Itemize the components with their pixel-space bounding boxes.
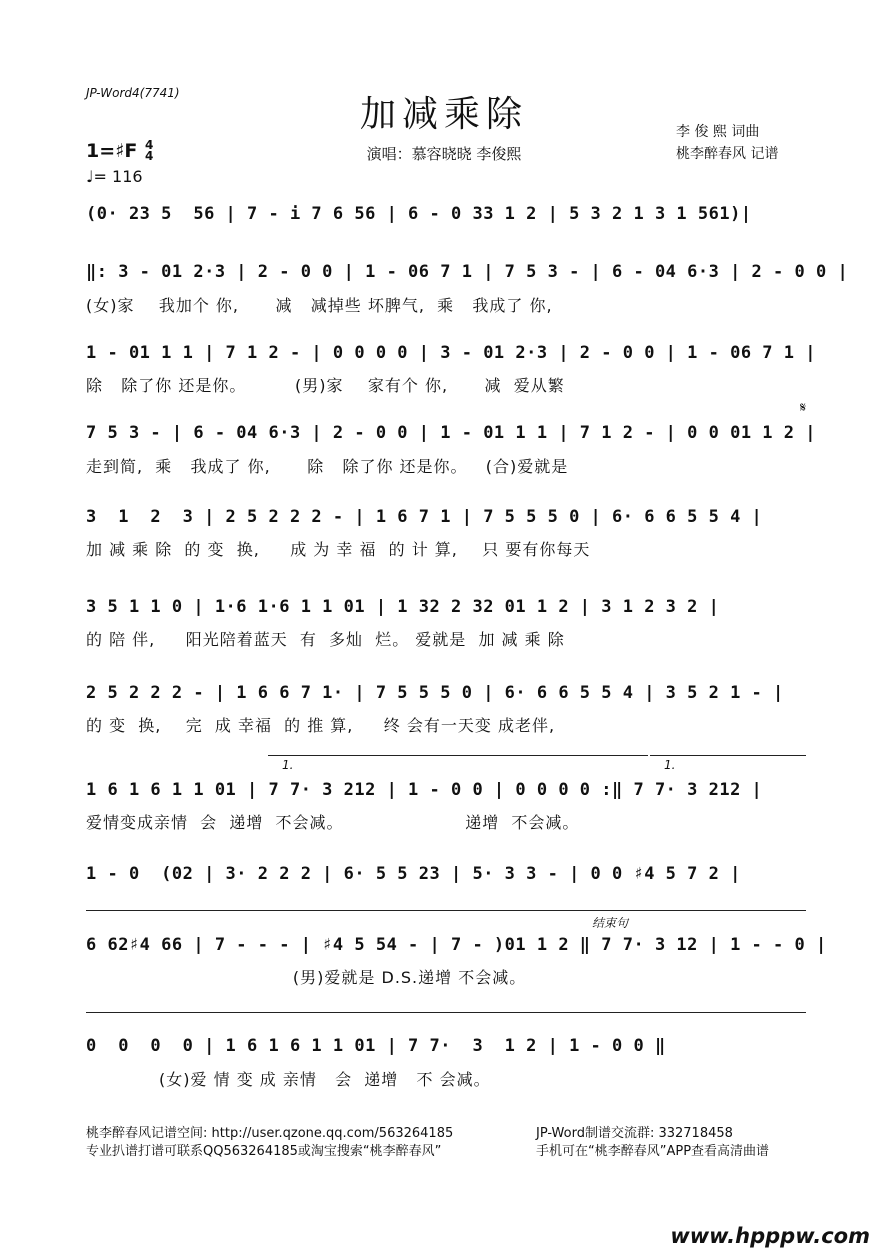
lyric-row-5: 加 减 乘 除 的 变 换, 成 为 幸 福 的 计 算, 只 要有你每天 — [86, 540, 591, 559]
notes-row-7: 2 5 2 2 2 - | 1 6 6 7 1· | 7 5 5 5 0 | 6· 6 6 5 5 4 | 3 5 2 1 - | — [86, 683, 784, 703]
time-sig-bottom: 4 — [145, 149, 154, 163]
lyric-row-4: 走到简, 乘 我成了 你, 除 除了你 还是你。 (合)爱就是 — [86, 457, 569, 476]
final-divider — [86, 1012, 806, 1013]
segno-mark: 𝄋 — [800, 400, 807, 416]
notes-row-2: ‖: 3 - 01 2·3 | 2 - 0 0 | 1 - 06 7 1 | 7 5 3 - | 6 - 04 6·3 | 2 - 0 0 | — [86, 262, 849, 282]
footer-contact: 专业扒谱打谱可联系QQ563264185或淘宝搜索“桃李醉春风” — [86, 1144, 442, 1159]
notes-row-6: 3 5 1 1 0 | 1·6 1·6 1 1 01 | 1 32 2 32 01 1 2 | 3 1 2 3 2 | — [86, 597, 720, 617]
notes-row-1: (0· 23 5 56 | 7 - i 7 6 56 | 6 - 0 33 1 2 | 5 3 2 1 3 1 561)| — [86, 204, 752, 224]
notes-row-5: 3 1 2 3 | 2 5 2 2 2 - | 1 6 7 1 | 7 5 5 5 0 | 6· 6 6 5 5 4 | — [86, 507, 763, 527]
time-sig-top: 4 — [145, 138, 154, 152]
lyric-row-3: 除 除了你 还是你。 (男)家 家有个 你, 减 爱从繁 — [86, 376, 565, 395]
volta-1-label: 1. — [282, 758, 294, 772]
lyric-row-10: (男)爱就是 D.S.递增 不会减。 — [86, 968, 527, 987]
ending-label: 结束句 — [592, 916, 629, 930]
transcriber-credit: 桃李醉春风 记谱 — [676, 146, 779, 162]
volta-line-2 — [650, 755, 806, 756]
lyric-row-6: 的 陪 伴, 阳光陪着蓝天 有 多灿 烂。 爱就是 加 减 乘 除 — [86, 630, 565, 649]
lyric-row-8: 爱情变成亲情 会 递增 不会减。 递增 不会减。 — [86, 813, 580, 832]
key-signature: 1=♯F — [86, 140, 138, 162]
notes-row-8: 1 6 1 6 1 1 01 | 7 7· 3 212 | 1 - 0 0 | 0 0 0 0 :‖ 7 7· 3 212 | — [86, 780, 763, 800]
tempo-marking: ♩= 116 — [86, 167, 143, 186]
site-watermark: www.hpppw.com — [670, 1224, 870, 1248]
notes-row-3: 1 - 01 1 1 | 7 1 2 - | 0 0 0 0 | 3 - 01 2·3 | 2 - 0 0 | 1 - 06 7 1 | — [86, 343, 816, 363]
notes-row-11: 0 0 0 0 | 1 6 1 6 1 1 01 | 7 7· 3 1 2 | 1 - 0 0 ‖ — [86, 1036, 666, 1056]
volta-line-1 — [268, 755, 648, 756]
singers-label: 演唱：慕容晓晓 李俊熙 — [366, 145, 522, 163]
footer-space: 桃李醉春风记谱空间: http://user.qzone.qq.com/563264185 — [86, 1126, 454, 1141]
footer-group: JP-Word制谱交流群: 332718458 — [536, 1126, 733, 1141]
notes-row-4: 7 5 3 - | 6 - 04 6·3 | 2 - 0 0 | 1 - 01 1 1 | 7 1 2 - | 0 0 01 1 2 | — [86, 423, 816, 443]
notes-row-9: 1 - 0 (02 | 3· 2 2 2 | 6· 5 5 23 | 5· 3 3 - | 0 0 ♯4 5 7 2 | — [86, 864, 741, 884]
footer-app: 手机可在“桃李醉春风”APP查看高清曲谱 — [536, 1144, 770, 1159]
song-title: 加减乘除 — [359, 94, 528, 135]
lyric-row-2: (女)家 我加个 你, 减 减掉些 坏脾气, 乘 我成了 你, — [86, 296, 553, 315]
volta-1b-label: 1. — [664, 758, 676, 772]
lyric-row-7: 的 变 换, 完 成 幸福 的 推 算, 终 会有一天变 成老伴, — [86, 716, 556, 735]
lyric-row-11: (女)爱 情 变 成 亲情 会 递增 不 会减。 — [86, 1070, 491, 1089]
system-divider — [86, 910, 806, 911]
edition-label: JP-Word4(7741) — [86, 86, 180, 100]
notes-row-10: 6 62♯4 66 | 7 - - - | ♯4 5 54 - | 7 - )01 1 2 ‖ 7 7· 3 12 | 1 - - 0 | — [86, 935, 827, 955]
composer-credit: 李 俊 熙 词曲 — [676, 124, 760, 140]
